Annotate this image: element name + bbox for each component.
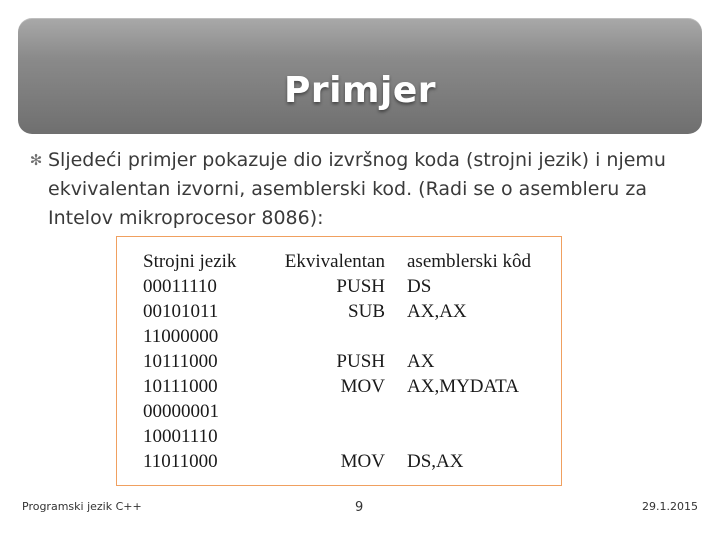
bullet-text: Sljedeći primjer pokazuje dio izvršnog koda (strojni jezik) i njemu ekvivalentan izvorni, asemblerski kod. (Radi se o asembleru za Intelov mikroprocesor 8086): [48, 149, 666, 229]
slide-title: Primjer [284, 70, 436, 111]
instruction-cell: SUB [348, 301, 385, 322]
operand-cell: AX,AX [407, 301, 467, 322]
instruction-cell: PUSH [336, 276, 385, 297]
footer-date: 29.1.2015 [642, 500, 698, 513]
machine-code-cell: 00011110 [143, 276, 217, 297]
machine-code-cell: 11000000 [143, 326, 219, 347]
table-row [117, 351, 561, 376]
operand-cell: DS [407, 276, 432, 297]
table-row [117, 451, 561, 476]
machine-code-cell: 10111000 [143, 376, 218, 397]
header-assembly: asemblerski kôd [407, 251, 532, 272]
machine-code-cell: 11011000 [143, 451, 218, 472]
header-machine-code: Strojni jezik [143, 251, 237, 272]
footer-course-name: Programski jezik C++ [22, 500, 142, 513]
table-row [117, 276, 561, 301]
table-row [117, 401, 561, 426]
machine-code-cell: 10001110 [143, 426, 218, 447]
code-table [116, 236, 562, 486]
machine-code-cell: 10111000 [143, 351, 218, 372]
machine-code-cell: 00101011 [143, 301, 219, 322]
operand-cell: DS,AX [407, 451, 464, 472]
table-header-row [117, 251, 561, 276]
table-row [117, 426, 561, 451]
instruction-cell: MOV [340, 451, 385, 472]
table-row [117, 326, 561, 351]
footer-page-number: 9 [355, 500, 364, 515]
asterisk-icon: ✻ [29, 151, 43, 169]
instruction-cell: PUSH [336, 351, 385, 372]
table-row [117, 376, 561, 401]
instruction-cell: MOV [340, 376, 385, 397]
table-row [117, 301, 561, 326]
operand-cell: AX,MYDATA [407, 376, 519, 397]
machine-code-cell: 00000001 [143, 401, 219, 422]
header-equivalent: Ekvivalentan [284, 251, 385, 272]
operand-cell: AX [407, 351, 435, 372]
title-banner [18, 18, 702, 134]
bullet-paragraph [26, 146, 666, 233]
